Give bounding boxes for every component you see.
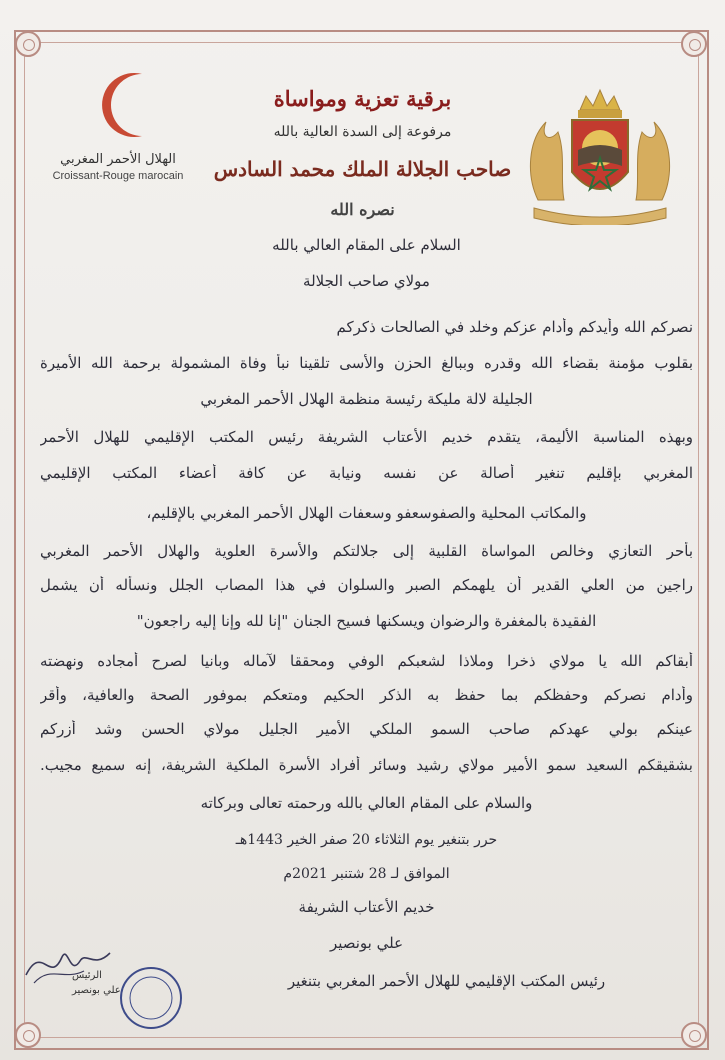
corner-ornament-icon [681, 1022, 707, 1048]
signatory-position: رئيس المكتب الإقليمي للهلال الأحمر المغربي بتنغير [287, 972, 606, 990]
body-line: بشقيقكم السعيد سمو الأمير مولاي رشيد وسائر أفراد الأسرة الملكية الشريفة، إنه سميع مجيب. [40, 756, 693, 774]
body-line: الفقيدة بالمغفرة والرضوان ويسكنها فسيح الجنان "إنا لله وإنا إليه راجعون" [136, 612, 597, 630]
body-line: المغربي بإقليم تنغير أصالة عن نفسه ونيابة عن كافة أعضاء المكتب الإقليمي [40, 464, 693, 482]
body-line: نصركم الله وأيدكم وأدام عزكم وخلد في الصالحات ذكركم [336, 318, 693, 336]
body-line: أبقاكم الله يا مولاي ذخرا وملاذا لشعبكم الوفي ومحققا لآماله وبانيا لصرح أمجاده ونهضته [40, 652, 693, 670]
body-line: والمكاتب المحلية والصفوسعفو وسعفات الهلال الأحمر المغربي بالإقليم، [146, 504, 587, 522]
date-hijri: حرر بتنغير يوم الثلاثاء 20 صفر الخير 1443هـ [235, 832, 498, 848]
handwritten-signature-icon [20, 935, 115, 990]
address: مولاي صاحب الجلالة [303, 272, 430, 290]
royal-coat-of-arms-icon [520, 80, 680, 225]
body-line: عينكم بولي عهدكم صاحب السمو الملكي الأمير الجليل مولاي الحسن وشد أزركم [40, 720, 693, 738]
king-title: صاحب الجلالة الملك محمد السادس [213, 157, 512, 181]
closing-line: والسلام على المقام العالي بالله ورحمته تعالى وبركاته [200, 794, 533, 812]
body-line: بأحر التعازي وخالص المواساة القلبية إلى جلالتكم والأسرة العلوية والهلال الأحمر المغربي [40, 542, 693, 560]
official-stamp-icon [118, 965, 184, 1031]
servant-title: خديم الأعتاب الشريفة [298, 898, 435, 916]
document-title: برقية تعزية ومواساة [273, 86, 452, 111]
blessing: نصره الله [330, 200, 395, 219]
greeting: السلام على المقام العالي بالله [272, 236, 461, 254]
logo-name-arabic: الهلال الأحمر المغربي [60, 152, 176, 167]
signature-name: علي بونصير [72, 985, 121, 996]
corner-ornament-icon [15, 1022, 41, 1048]
red-crescent-icon [96, 70, 166, 140]
body-line: وبهذه المناسبة الأليمة، يتقدم خديم الأعتاب الشريفة رئيس المكتب الإقليمي للهلال الأحمر [40, 428, 693, 446]
addressed-to: مرفوعة إلى السدة العالية بالله [273, 124, 452, 140]
signature-title: الرئيس [72, 970, 102, 981]
logo-name-french: Croissant-Rouge marocain [52, 170, 184, 182]
body-line: بقلوب مؤمنة بقضاء الله وقدره وببالغ الحزن والأسى تلقينا نبأ وفاة المشمولة برحمة الله الأميرة [40, 354, 693, 372]
date-gregorian: الموافق لـ 28 شتنبر 2021م [283, 866, 450, 882]
body-line: وأدام نصركم وحفظكم بما حفظ به الذكر الحكيم ومتعكم بموفور الصحة والعافية، وأقر [40, 686, 693, 704]
body-line: راجين من العلي القدير أن يلهمكم الصبر والسلوان في هذا المصاب الجلل ونسأله أن يشمل [40, 576, 693, 594]
body-line: الجليلة لالة مليكة رئيسة منظمة الهلال الأحمر المغربي [200, 390, 533, 408]
corner-ornament-icon [681, 31, 707, 57]
signatory-name: علي بونصير [329, 934, 404, 952]
corner-ornament-icon [15, 31, 41, 57]
red-crescent-logo [48, 70, 188, 190]
